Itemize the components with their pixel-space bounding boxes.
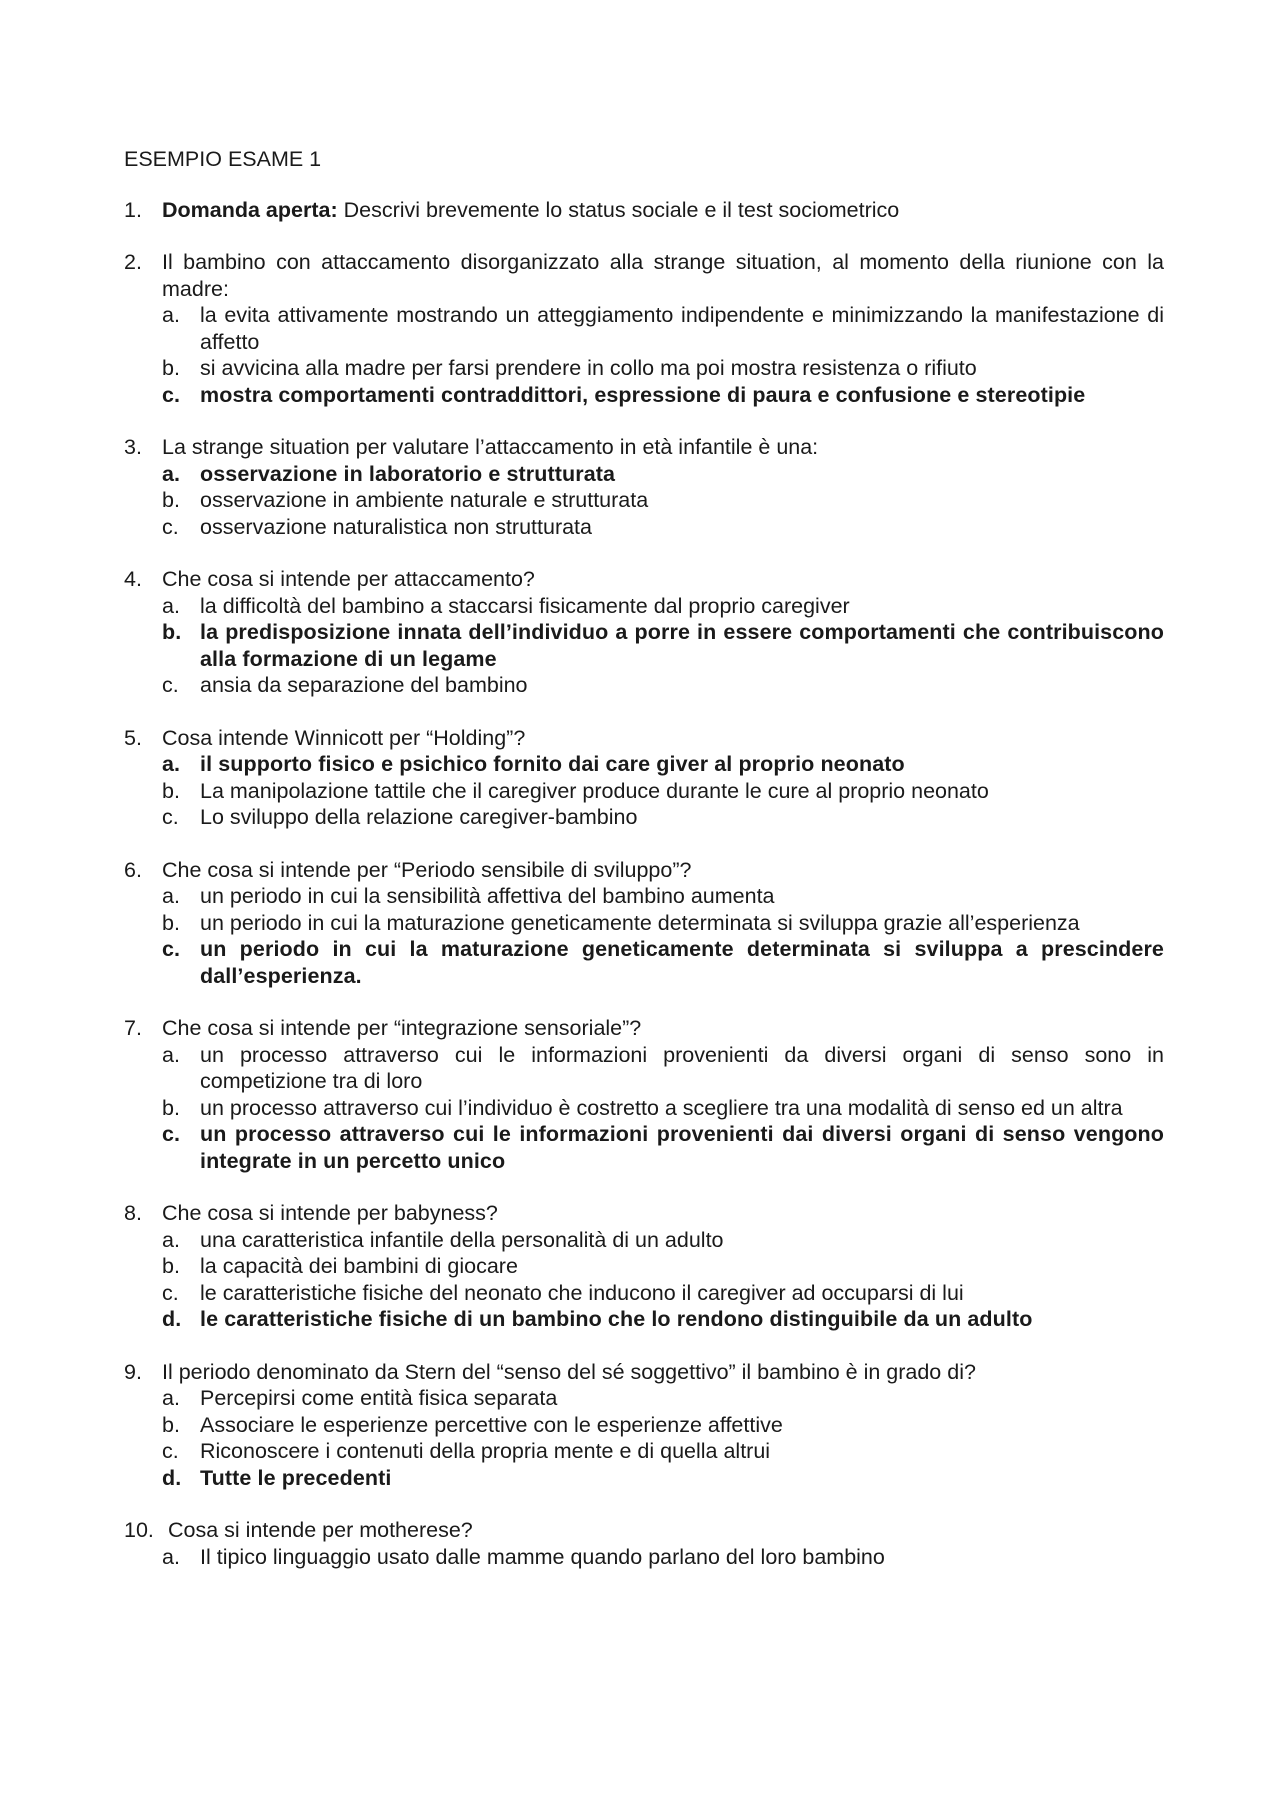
option-letter: b. — [162, 620, 182, 644]
question-text: Il bambino con attaccamento disorganizzato alla strange situation, al momento della riunione con la madre: — [162, 250, 1164, 301]
option-letter: c. — [162, 514, 179, 539]
option-a-correct — [162, 751, 1164, 778]
question-9 — [124, 1359, 1164, 1492]
question-10 — [124, 1517, 1164, 1570]
exam-title: ESEMPIO ESAME 1 — [124, 147, 322, 171]
question-text: Che cosa si intende per attaccamento? — [162, 567, 535, 591]
option-letter: c. — [162, 1280, 179, 1305]
question-3 — [124, 434, 1164, 540]
option-c — [162, 1438, 1164, 1465]
option-letter: b. — [162, 356, 180, 380]
exam-page — [124, 146, 1164, 1596]
question-number: 4. — [124, 567, 142, 591]
option-letter: c. — [162, 1122, 181, 1146]
option-letter: b. — [162, 1412, 180, 1437]
option-text: Percepirsi come entità fisica separata — [200, 1386, 558, 1410]
option-c-correct — [162, 382, 1164, 409]
question-7 — [124, 1015, 1164, 1174]
option-text: un processo attraverso cui l’individuo è costretto a scegliere tra una modalità di senso ed un altra — [200, 1095, 1123, 1120]
question-open-text: Descrivi brevemente lo status sociale e il test sociometrico — [337, 197, 900, 222]
question-number: 10. — [124, 1518, 154, 1542]
question-text: Che cosa si intende per babyness? — [162, 1201, 498, 1225]
option-d-correct — [162, 1465, 1164, 1492]
option-text: osservazione in ambiente naturale e strutturata — [200, 488, 649, 512]
option-b — [162, 1412, 1164, 1439]
option-text: un periodo in cui la maturazione geneticamente determinata si sviluppa a prescindere dall’esperienza. — [200, 937, 1164, 988]
option-c — [162, 1280, 1164, 1307]
option-b — [162, 910, 1164, 937]
option-text: Associare le esperienze percettive con le esperienze affettive — [200, 1412, 783, 1437]
question-number: 5. — [124, 725, 142, 750]
option-a — [162, 1227, 1164, 1254]
option-text: Il tipico linguaggio usato dalle mamme quando parlano del loro bambino — [200, 1544, 885, 1569]
option-text: la difficoltà del bambino a staccarsi fisicamente dal proprio caregiver — [200, 593, 850, 618]
option-a — [162, 1544, 1164, 1571]
option-c-correct — [162, 936, 1164, 989]
option-text: Riconoscere i contenuti della propria mente e di quella altrui — [200, 1439, 771, 1463]
option-letter: c. — [162, 673, 179, 697]
option-letter: b. — [162, 1254, 180, 1278]
question-text: Cosa si intende per motherese? — [168, 1518, 473, 1542]
question-number: 7. — [124, 1016, 142, 1040]
question-number: 6. — [124, 857, 142, 882]
option-a — [162, 883, 1164, 910]
option-text: ansia da separazione del bambino — [200, 673, 528, 697]
question-number: 8. — [124, 1201, 142, 1225]
option-text: osservazione in laboratorio e strutturata — [200, 461, 616, 486]
options-list — [162, 1227, 1164, 1333]
option-letter: a. — [162, 752, 181, 776]
option-c — [162, 514, 1164, 541]
option-a — [162, 593, 1164, 620]
option-text: un processo attraverso cui le informazioni provenienti dai diversi organi di senso vengono integrate in un percetto unico — [200, 1122, 1164, 1173]
question-8 — [124, 1200, 1164, 1333]
question-number: 3. — [124, 435, 142, 459]
options-list — [162, 1385, 1164, 1491]
question-text: Il periodo denominato da Stern del “senso del sé soggettivo” il bambino è in grado di? — [162, 1359, 976, 1384]
option-text: un processo attraverso cui le informazioni provenienti da diversi organi di senso sono in competizione tra di loro — [200, 1042, 1164, 1093]
question-text: Che cosa si intende per “integrazione sensoriale”? — [162, 1016, 642, 1040]
option-b — [162, 1253, 1164, 1280]
option-letter: a. — [162, 1227, 180, 1252]
options-list — [162, 302, 1164, 408]
question-text: Cosa intende Winnicott per “Holding”? — [162, 725, 526, 750]
option-text: un periodo in cui la maturazione geneticamente determinata si sviluppa grazie all’esperienza — [200, 910, 1080, 935]
option-letter: d. — [162, 1465, 182, 1490]
option-b — [162, 1095, 1164, 1122]
option-text: si avvicina alla madre per farsi prendere in collo ma poi mostra resistenza o rifiuto — [200, 356, 977, 380]
option-text: La manipolazione tattile che il caregiver produce durante le cure al proprio neonato — [200, 778, 989, 803]
option-b — [162, 778, 1164, 805]
option-text: mostra comportamenti contraddittori, espressione di paura e confusione e stereotipie — [200, 382, 1086, 407]
option-letter: b. — [162, 778, 180, 803]
option-letter: a. — [162, 1544, 180, 1569]
option-text: la capacità dei bambini di giocare — [200, 1254, 518, 1278]
option-b — [162, 487, 1164, 514]
option-c-correct — [162, 1121, 1164, 1174]
option-text: Lo sviluppo della relazione caregiver-bambino — [200, 805, 638, 829]
option-c — [162, 672, 1164, 699]
option-d-correct — [162, 1306, 1164, 1333]
option-a — [162, 1385, 1164, 1412]
option-letter: b. — [162, 488, 180, 512]
question-2 — [124, 249, 1164, 408]
option-text: le caratteristiche fisiche di un bambino che lo rendono distinguibile da un adulto — [200, 1307, 1033, 1331]
option-text: il supporto fisico e psichico fornito dai care giver al proprio neonato — [200, 752, 905, 776]
option-letter: a. — [162, 593, 180, 618]
option-text: la evita attivamente mostrando un atteggiamento indipendente e minimizzando la manifestazione di affetto — [200, 303, 1164, 354]
option-letter: a. — [162, 1386, 180, 1410]
option-letter: c. — [162, 382, 181, 407]
options-list — [162, 593, 1164, 699]
options-list — [162, 1042, 1164, 1175]
option-text: un periodo in cui la sensibilità affettiva del bambino aumenta — [200, 884, 775, 908]
option-letter: a. — [162, 1042, 180, 1067]
question-1 — [124, 197, 1164, 224]
question-6 — [124, 857, 1164, 990]
option-letter: d. — [162, 1307, 182, 1331]
question-4 — [124, 566, 1164, 699]
question-number: 2. — [124, 250, 142, 274]
option-text: Tutte le precedenti — [200, 1465, 392, 1490]
question-text: La strange situation per valutare l’attaccamento in età infantile è una: — [162, 435, 819, 459]
option-text: le caratteristiche fisiche del neonato che inducono il caregiver ad occuparsi di lui — [200, 1280, 964, 1305]
option-text: osservazione naturalistica non strutturata — [200, 514, 592, 539]
option-letter: c. — [162, 937, 181, 961]
options-list — [162, 461, 1164, 541]
option-a-correct — [162, 461, 1164, 488]
option-letter: a. — [162, 461, 181, 486]
option-letter: a. — [162, 303, 180, 327]
question-5 — [124, 725, 1164, 831]
option-b-correct — [162, 619, 1164, 672]
question-number: 1. — [124, 197, 142, 222]
option-b — [162, 355, 1164, 382]
option-letter: c. — [162, 1439, 179, 1463]
question-number: 9. — [124, 1359, 142, 1384]
option-letter: a. — [162, 884, 180, 908]
question-text: Che cosa si intende per “Periodo sensibile di sviluppo”? — [162, 857, 692, 882]
question-text — [162, 197, 1164, 224]
option-letter: b. — [162, 910, 180, 935]
option-c — [162, 804, 1164, 831]
option-text: la predisposizione innata dell’individuo a porre in essere comportamenti che contribuiscono alla formazione di un legame — [200, 620, 1164, 671]
options-list — [162, 1544, 1164, 1571]
option-letter: b. — [162, 1095, 180, 1120]
options-list — [162, 751, 1164, 831]
option-a — [162, 1042, 1164, 1095]
option-text: una caratteristica infantile della personalità di un adulto — [200, 1227, 724, 1252]
option-a — [162, 302, 1164, 355]
question-open-label: Domanda aperta: — [162, 197, 338, 222]
options-list — [162, 883, 1164, 989]
option-letter: c. — [162, 805, 179, 829]
